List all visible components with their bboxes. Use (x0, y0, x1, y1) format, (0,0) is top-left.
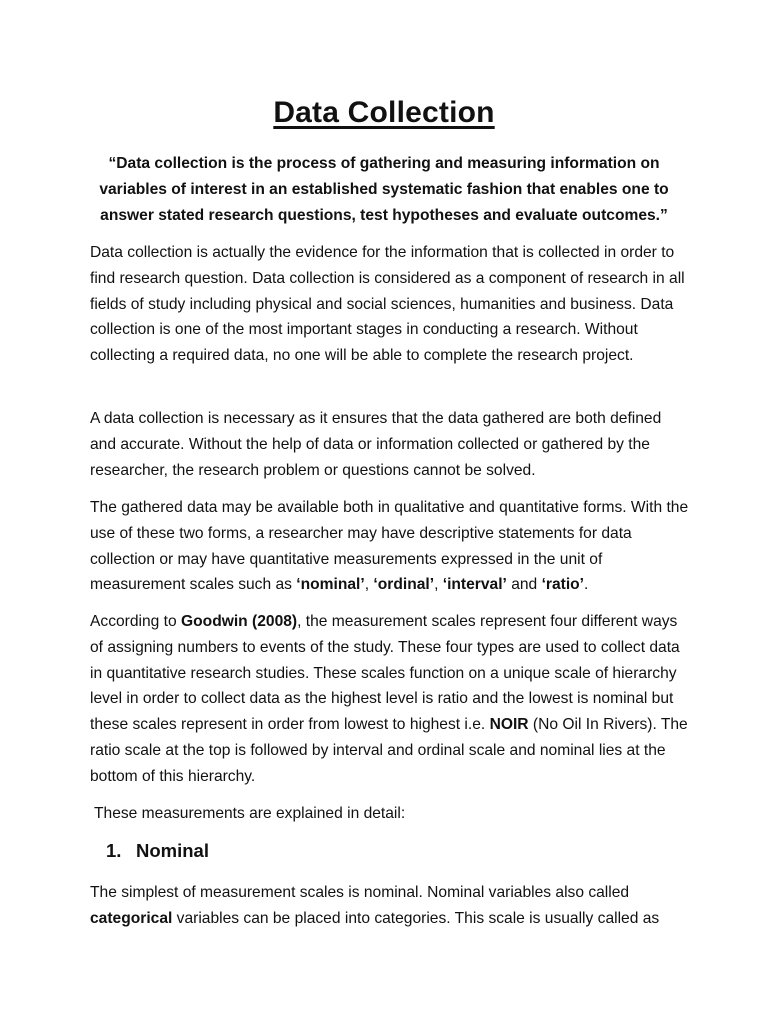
paragraph-4-lead: According to (90, 613, 182, 630)
term-nominal: ‘nominal’ (296, 576, 365, 594)
term-ratio: ‘ratio’ (541, 576, 585, 594)
term-categorical: categorical (90, 909, 173, 927)
heading-number: 1. (106, 840, 122, 861)
term-ordinal: ‘ordinal’ (373, 576, 435, 594)
paragraph-6-text: The simplest of measurement scales is nominal. Nominal variables also called (90, 884, 630, 901)
paragraph-1: Data collection is actually the evidence for the information that is collected in order to find research question. Data collection is considered as a component of research in all fields of study including physical and social sciences, humanities and business. Data collection is one of the most important stages in conducting a research. Without collecting a required data, no one will be able to complete the research project. (90, 244, 685, 365)
separator: , (434, 576, 443, 594)
paragraph-4-text-end: (No Oil In Rivers). The ratio scale at the top is followed by interval and ordinal scale and nominal lies at the bottom of this hierarchy. (90, 716, 688, 785)
paragraph-4-text: , the measurement scales represent four different ways of assigning numbers to events of the study. These four types are used to collect data in quantitative research studies. These scales function on a unique scale of hierarchy level in order to collect data as the highest level is ratio and the lowest is nominal but these scales represent in order from lowest to highest i.e. (90, 613, 680, 734)
paragraph-2: A data collection is necessary as it ensures that the data gathered are both defined and accurate. Without the help of data or information collected or gathered by the researcher, the research problem or questions cannot be solved. (90, 410, 662, 479)
definition-quote: “Data collection is the process of gathering and measuring information on variables of interest in an established systematic fashion that enables one to answer stated research questions, test hypotheses and evaluate outcomes.” (99, 155, 669, 224)
paragraph-5: These measurements are explained in detail: (94, 805, 406, 822)
page-title: Data Collection (273, 96, 495, 129)
paragraph-4 (90, 609, 690, 790)
citation: Goodwin (2008) (181, 613, 298, 630)
paragraph-6-text-end: variables can be placed into categories. This scale is usually called as (172, 909, 660, 927)
heading-label: Nominal (136, 840, 209, 861)
acronym-noir: NOIR (489, 716, 529, 734)
section-heading-nominal (106, 840, 209, 862)
paragraph-3-text: The gathered data may be available both in qualitative and quantitative forms. With the use of these two forms, a researcher may have descriptive statements for data collection or may have quantitative measurements expressed in the unit of measurement scales such as (90, 499, 689, 594)
paragraph-6 (90, 880, 690, 932)
period: . (584, 576, 589, 594)
separator: , (364, 576, 374, 594)
conjunction: and (506, 576, 542, 594)
paragraph-3 (90, 495, 690, 598)
term-interval: ‘interval’ (442, 576, 507, 594)
